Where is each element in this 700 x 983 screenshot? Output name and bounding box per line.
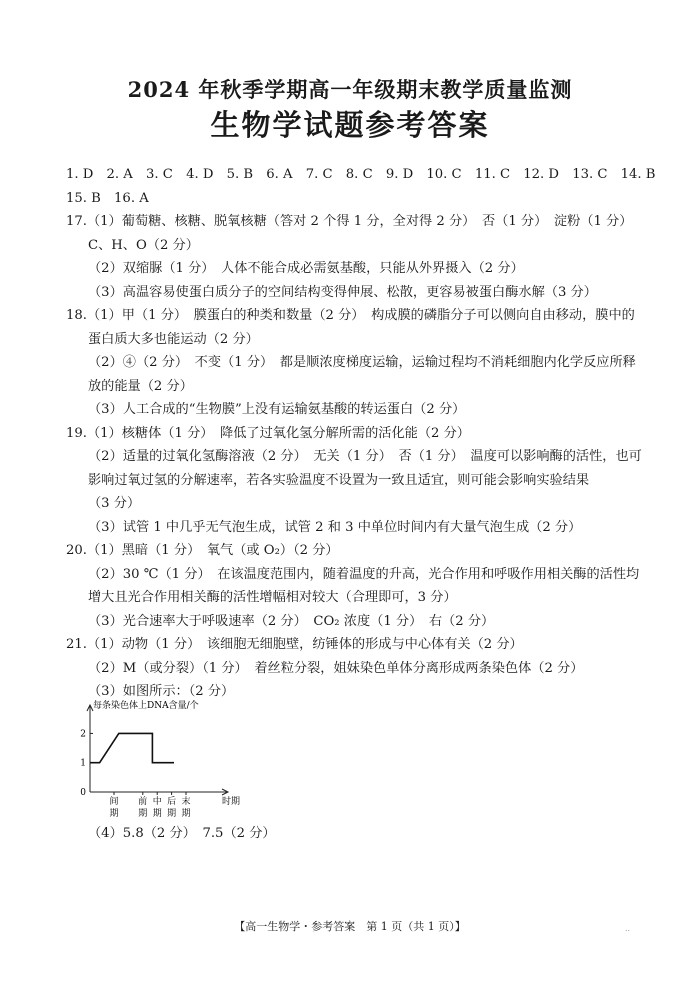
x-tick-label: 中 xyxy=(152,797,162,807)
answer-line: （3）试管 1 中几乎无气泡生成，试管 2 和 3 中单位时间内有大量气泡生成（2 分） xyxy=(88,519,582,535)
answer-line: （3）人工合成的“生物膜”上没有运输氨基酸的转运蛋白（2 分） xyxy=(88,402,466,417)
answer-line: 20.（1）黑暗（1 分） 氧气（或 O₂）（2 分） xyxy=(66,543,339,558)
answer-line: 蛋白质大多也能运动（2 分） xyxy=(88,331,259,347)
answer-line: （2）双缩脲（1 分） 人体不能合成必需氨基酸，只能从外界摄入（2 分） xyxy=(88,261,524,276)
dna-chart-svg xyxy=(70,700,250,822)
answer-line: 21.（1）动物（1 分） 该细胞无细胞壁，纺锤体的形成与中心体有关（2 分） xyxy=(66,637,523,652)
x-tick-label: 期 xyxy=(152,809,162,819)
answer-line: C、H、O（2 分） xyxy=(88,237,199,253)
answer-line: （3）光合速率大于呼吸速率（2 分） CO₂ 浓度（1 分） 右（2 分） xyxy=(88,613,495,629)
dna-content-line xyxy=(90,733,174,762)
y-tick-label: 0 xyxy=(80,788,86,798)
answer-line: （2）适量的过氧化氢酶溶液（2 分） 无关（1 分） 否（1 分） 温度可以影响酶的活性，也可 xyxy=(88,449,642,464)
corner-mark: .. xyxy=(625,924,631,933)
answer-line: 放的能量（2 分） xyxy=(88,378,193,394)
answer-line: （3）高温容易使蛋白质分子的空间结构变得伸展、松散，更容易被蛋白酶水解（3 分） xyxy=(88,284,597,300)
x-tick-label: 期 xyxy=(109,809,119,819)
x-tick-label: 间 xyxy=(109,797,119,807)
x-tick-label: 期 xyxy=(138,809,148,819)
answer-line: 19.（1）核糖体（1 分） 降低了过氧化氢分解所需的活化能（2 分） xyxy=(66,425,470,441)
x-tick-label: 期 xyxy=(167,809,177,819)
answer-line: 15. B 16. A xyxy=(66,190,149,206)
answer-line: 增大且光合作用相关酶的活性增幅相对较大（合理即可，3 分） xyxy=(88,590,457,605)
answer-line: 影响过氧过氢的分解速率，若各实验温度不设置为一致且适宜，则可能会影响实验结果 xyxy=(88,472,590,488)
page-footer: 【高一生物学・参考答案 第 1 页（共 1 页）】 xyxy=(234,920,466,933)
answer-line: 17.（1）葡萄糖、核糖、脱氧核糖（答对 2 个得 1 分，全对得 2 分） 否（1 分） 淀粉（1 分） xyxy=(66,214,633,229)
answer-content xyxy=(66,163,656,704)
dna-chart xyxy=(70,700,250,822)
answer-line-21-4: （4）5.8（2 分） 7.5（2 分） xyxy=(88,826,276,841)
answer-line: （3）如图所示：（2 分） xyxy=(88,684,235,699)
y-tick-label: 2 xyxy=(80,729,86,740)
answer-line: 1. D 2. A 3. C 4. D 5. B 6. A 7. C 8. C 9. D 10. C 11. C 12. D 13. C 14. B xyxy=(66,167,656,182)
x-tick-label: 后 xyxy=(167,797,177,807)
answer-line: 18.（1）甲（1 分） 膜蛋白的种类和数量（2 分） 构成膜的磷脂分子可以侧向自由移动，膜中的 xyxy=(66,308,635,323)
answer-line: （3 分） xyxy=(88,496,141,511)
y-axis-label: 每条染色体上DNA含量/个 xyxy=(93,701,199,711)
answer-line: （2）④（2 分） 不变（1 分） 都是顺浓度梯度运输，运输过程均不消耗细胞内化学反应所释 xyxy=(88,355,636,370)
page-title: 2024 年秋季学期高一年级期末教学质量监测 xyxy=(127,77,573,102)
answer-line: （2）30 ℃（1 分） 在该温度范围内，随着温度的升高，光合作用和呼吸作用相关酶的活性均 xyxy=(88,566,640,582)
after-chart-content xyxy=(66,822,642,846)
x-axis-label: 时期 xyxy=(222,797,241,807)
y-tick-label: 1 xyxy=(80,758,86,769)
page-subtitle: 生物学试题参考答案 xyxy=(210,108,490,142)
x-tick-label: 期 xyxy=(181,809,191,819)
x-tick-label: 末 xyxy=(181,797,191,807)
x-tick-label: 前 xyxy=(138,797,148,807)
answer-line: （2）M（或分裂）（1 分） 着丝粒分裂，姐妹染色单体分离形成两条染色体（2 分） xyxy=(88,660,584,676)
